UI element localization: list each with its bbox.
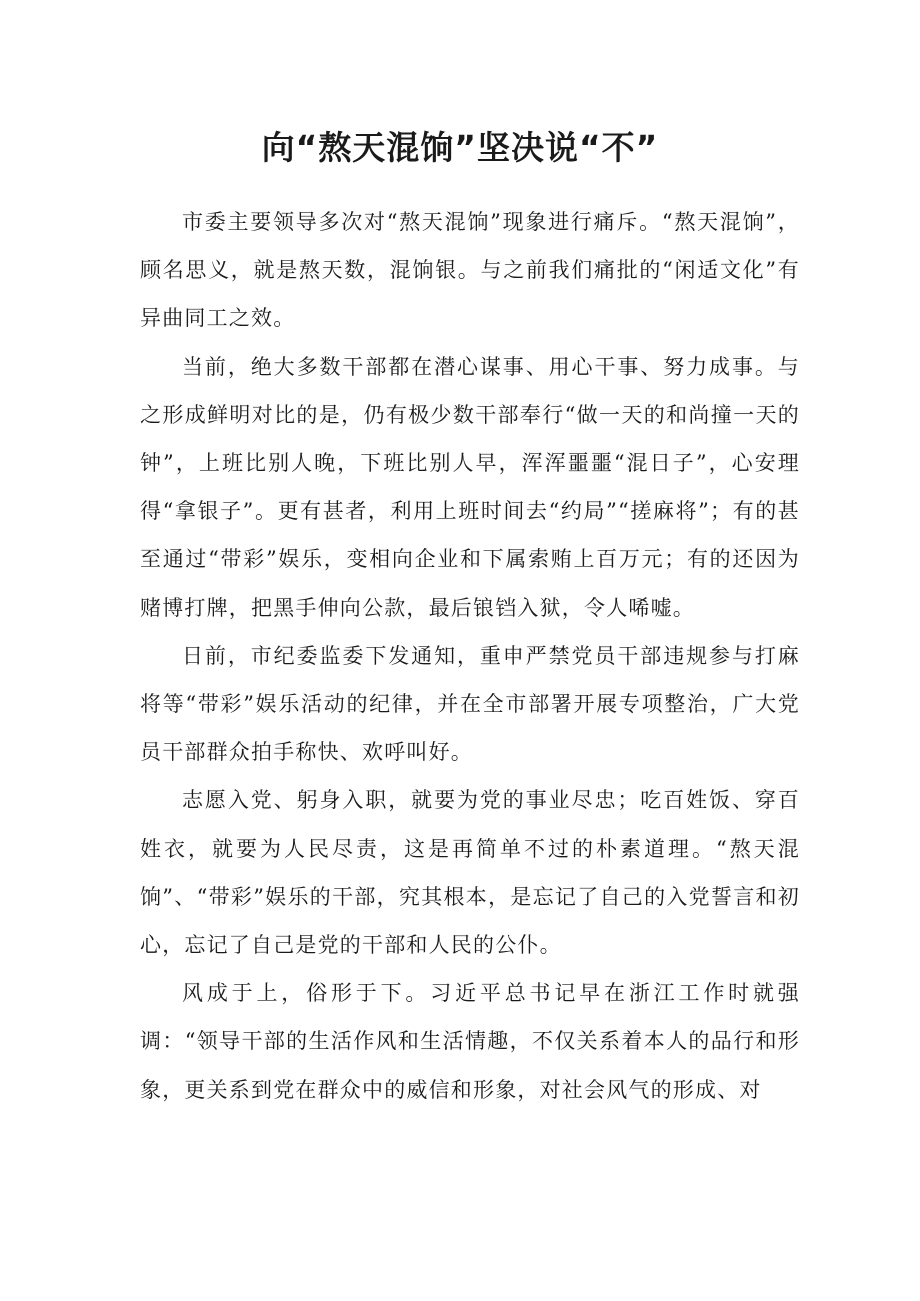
paragraph-1: 市委主要领导多次对“熬天混饷”现象进行痛斥。“熬天混饷”，顾名思义，就是熬天数，混饷银。与之前我们痛批的“闲适文化”有异曲同工之效。 [140, 210, 800, 331]
document-title: 向“熬天混饷”坚决说“不” [261, 128, 659, 167]
paragraph-4: 志愿入党、躬身入职，就要为党的事业尽忠；吃百姓饭、穿百姓衣，就要为人民尽责，这是再简单不过的朴素道理。“熬天混饷”、“带彩”娱乐的干部，究其根本，是忘记了自己的入党誓言和初心，忘记了自己是党的干部和人民的公仆。 [140, 788, 800, 958]
paragraph-2: 当前，绝大多数干部都在潜心谋事、用心干事、努力成事。与之形成鲜明对比的是，仍有极少数干部奉行“做一天的和尚撞一天的钟”，上班比别人晚，下班比别人早，浑浑噩噩“混日子”，心安理得“拿银子”。更有甚者，利用上班时间去“约局”“搓麻将”；有的甚至通过“带彩”娱乐，变相向企业和下属索贿上百万元；有的还因为赌博打牌，把黑手伸向公款，最后锒铛入狱，令人唏嘘。 [140, 354, 800, 620]
paragraph-5: 风成于上，俗形于下。习近平总书记早在浙江工作时就强调：“领导干部的生活作风和生活情趣，不仅关系着本人的品行和形象，更关系到党在群众中的威信和形象，对社会风气的形成、对 [140, 981, 800, 1102]
document-body [140, 198, 800, 1114]
paragraph-3: 日前，市纪委监委下发通知，重申严禁党员干部违规参与打麻将等“带彩”娱乐活动的纪律，并在全市部署开展专项整治，广大党员干部群众拍手称快、欢呼叫好。 [140, 643, 800, 765]
